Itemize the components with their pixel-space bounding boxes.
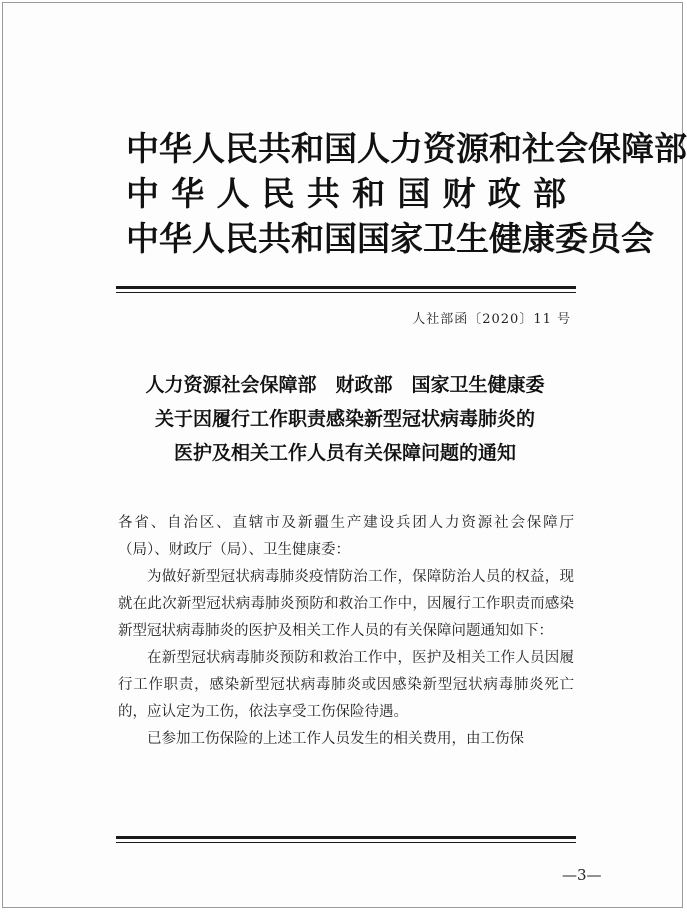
title-line-1: 人力资源社会保障部 财政部 国家卫生健康委: [145, 374, 545, 396]
title-line-2: 关于因履行工作职责感染新型冠状病毒肺炎的: [154, 408, 535, 430]
document-body: [118, 510, 574, 753]
issuer-line-1: 中 华 人 民 共 和 国 人 力 资 源 和 社 会 保 障 部: [126, 129, 687, 168]
body-paragraph-2: 在新型冠状病毒肺炎预防和救治工作中，医护及相关工作人员因履行工作职责，感染新型冠状病毒肺炎或因感染新型冠状病毒肺炎死亡的，应认定为工伤，依法享受工伤保险待遇。: [118, 650, 574, 720]
page-number: —3—: [562, 866, 602, 884]
issuing-authorities: [126, 128, 687, 263]
document-title: [110, 368, 580, 470]
footer-separator-rule: [116, 836, 576, 843]
issuer-line-3: 中 华 人 民 共 和 国 国 家 卫 生 健 康 委 员 会: [126, 219, 654, 258]
issuer-line-2: 中 华 人 民 共 和 国 财 政 部: [126, 174, 566, 213]
title-line-3: 医护及相关工作人员有关保障问题的通知: [173, 442, 516, 464]
body-paragraph-1: 为做好新型冠状病毒肺炎疫情防治工作，保障防治人员的权益，现就在此次新型冠状病毒肺炎预防和救治工作中，因履行工作职责而感染新型冠状病毒肺炎的医护及相关工作人员的有关保障问题通知如下：: [118, 569, 574, 639]
document-number: 人社部函〔2020〕11 号: [412, 312, 571, 327]
body-paragraph-3: 已参加工伤保险的上述工作人员发生的相关费用，由工伤保: [147, 731, 524, 747]
recipients-line: 各省、自治区、直辖市及新疆生产建设兵团人力资源社会保障厅（局）、财政厅（局）、卫生健康委：: [118, 515, 574, 558]
header-separator-rule: [116, 286, 576, 293]
